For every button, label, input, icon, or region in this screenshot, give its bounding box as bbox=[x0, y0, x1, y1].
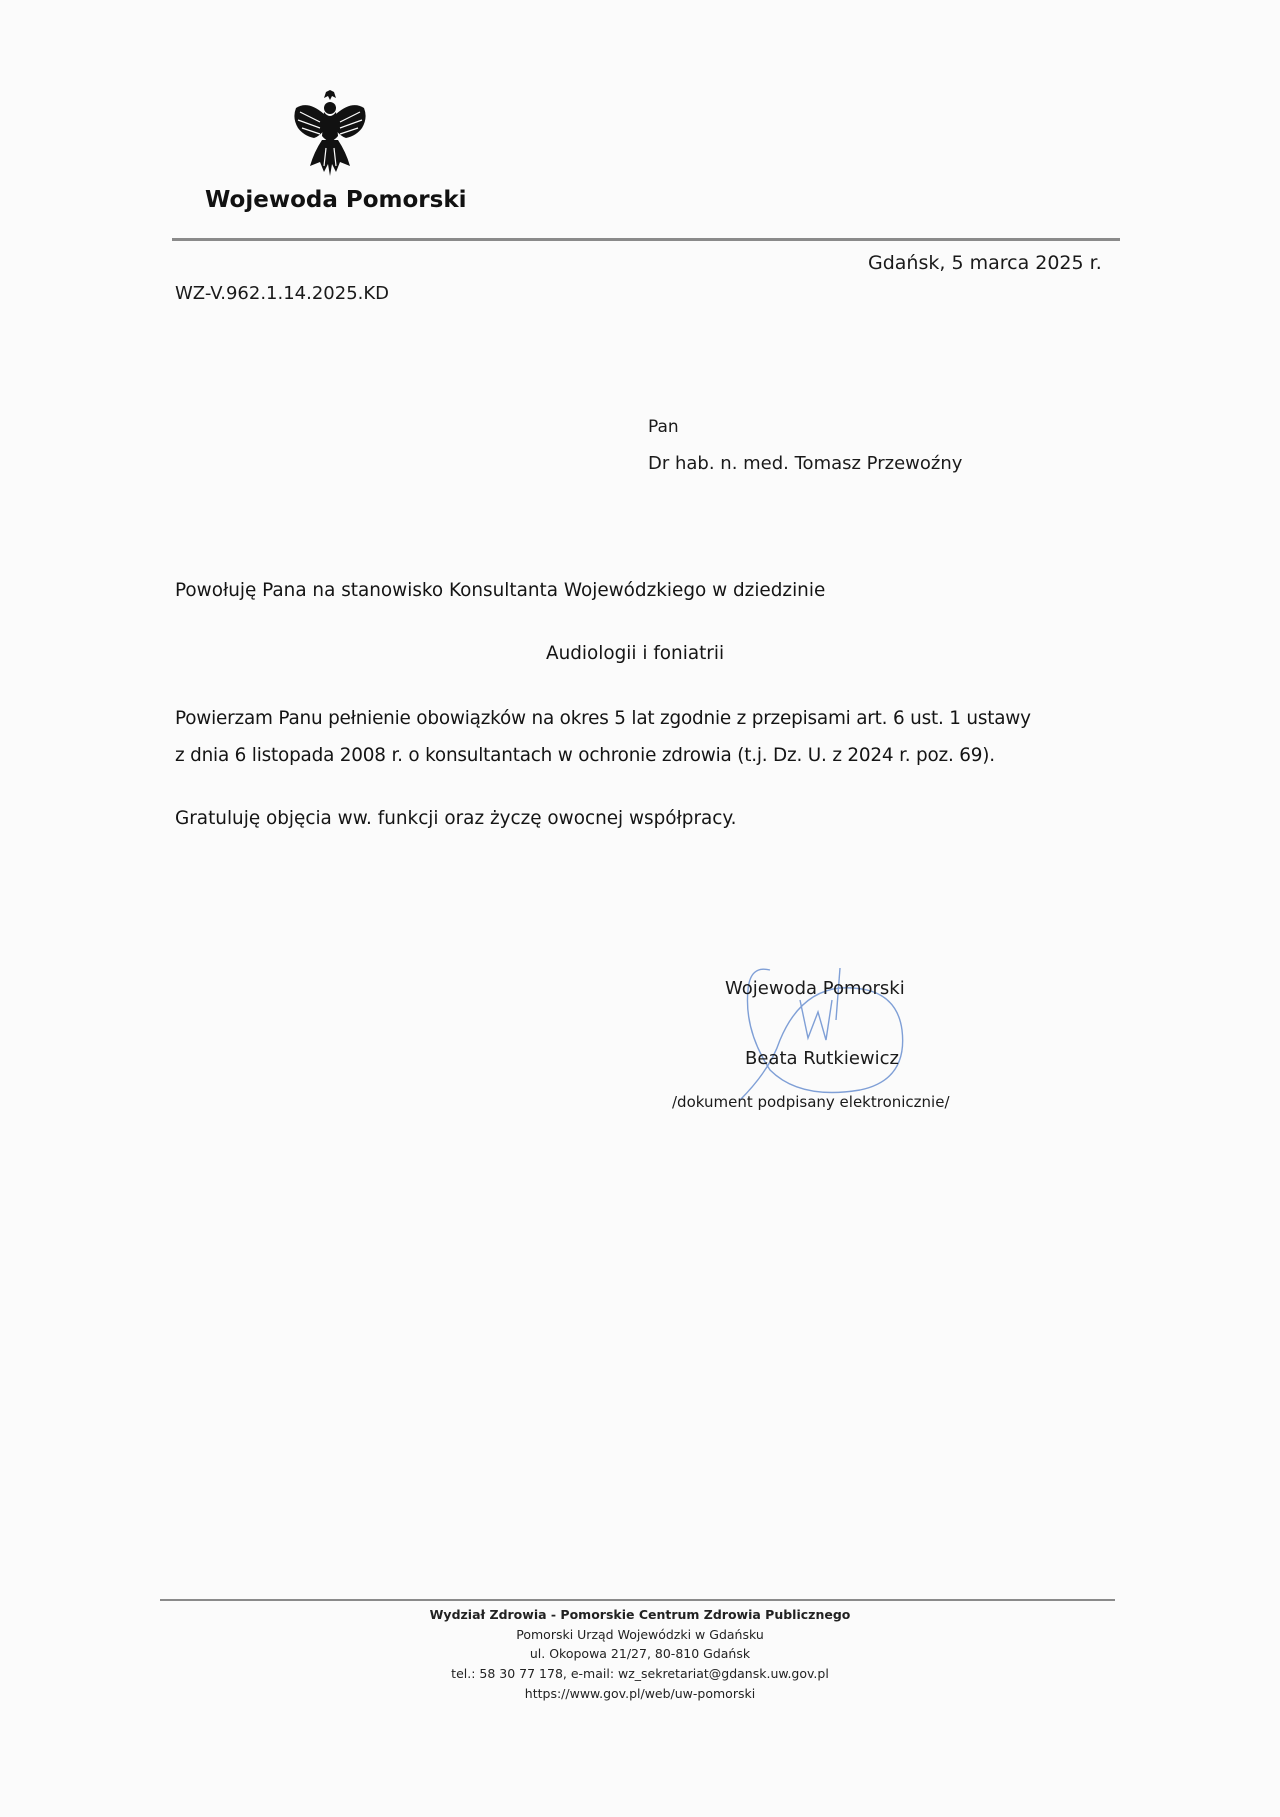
appointment-paragraph: Powołuję Pana na stanowisko Konsultanta Wojewódzkiego w dziedzinie bbox=[175, 580, 826, 601]
footer-website-link[interactable]: https://www.gov.pl/web/uw-pomorski bbox=[524, 1686, 756, 1701]
place-and-date: Gdańsk, 5 marca 2025 r. bbox=[868, 252, 1102, 274]
footer-contact: tel.: 58 30 77 178, e-mail: wz_sekretariat@gdansk.uw.gov.pl bbox=[451, 1666, 829, 1681]
footer-department: Wydział Zdrowia - Pomorskie Centrum Zdrowia Publicznego bbox=[429, 1607, 851, 1622]
recipient-name: Dr hab. n. med. Tomasz Przewoźny bbox=[648, 453, 963, 474]
footer-address: ul. Okopowa 21/27, 80-810 Gdańsk bbox=[529, 1646, 751, 1661]
recipient-salutation: Pan bbox=[648, 417, 679, 437]
organization-title: Wojewoda Pomorski bbox=[205, 187, 467, 213]
footer-office: Pomorski Urząd Wojewódzki w Gdańsku bbox=[516, 1627, 764, 1642]
footer-divider bbox=[160, 1599, 1115, 1601]
header-divider bbox=[172, 238, 1120, 241]
congratulations-paragraph: Gratuluję objęcia ww. funkcji oraz życzę owocnej współpracy. bbox=[175, 808, 737, 829]
signatory-title: Wojewoda Pomorski bbox=[725, 978, 905, 999]
specialty-field: Audiologii i foniatrii bbox=[546, 643, 725, 664]
reference-number: WZ-V.962.1.14.2025.KD bbox=[175, 283, 390, 304]
duties-paragraph-line-1: Powierzam Panu pełnienie obowiązków na okres 5 lat zgodnie z przepisami art. 6 ust. 1 ustawy bbox=[175, 708, 1031, 729]
signatory-name: Beata Rutkiewicz bbox=[745, 1048, 899, 1069]
polish-eagle-emblem-icon bbox=[290, 90, 370, 178]
electronic-signature-note: /dokument podpisany elektronicznie/ bbox=[672, 1093, 950, 1111]
duties-paragraph-line-2: z dnia 6 listopada 2008 r. o konsultantach w ochronie zdrowia (t.j. Dz. U. z 2024 r. poz. 69). bbox=[175, 745, 995, 766]
